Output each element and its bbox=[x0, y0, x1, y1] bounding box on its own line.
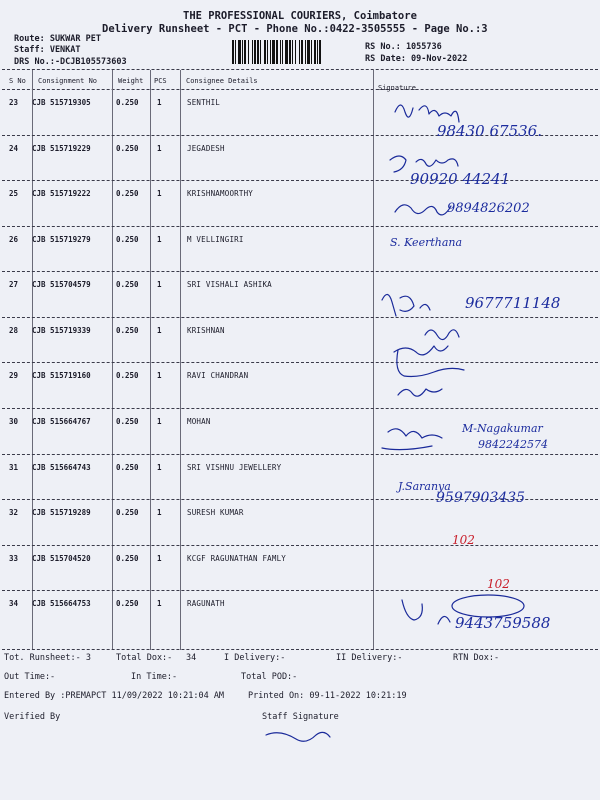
cell-sno: 34 bbox=[9, 599, 19, 608]
cell-weight: 0.250 bbox=[116, 98, 139, 107]
table-row bbox=[0, 500, 600, 545]
table-bottom-rule bbox=[2, 649, 598, 650]
cell-sno: 28 bbox=[9, 326, 19, 335]
cell-consignee: SENTHIL bbox=[187, 98, 221, 107]
cell-sno: 33 bbox=[9, 554, 19, 563]
cell-pcs: 1 bbox=[157, 554, 162, 563]
cell-weight: 0.250 bbox=[116, 508, 139, 517]
handwritten-name-31: J.Saranya bbox=[398, 480, 451, 493]
cell-sno: 30 bbox=[9, 417, 19, 426]
cell-consignee: RAGUNATH bbox=[187, 599, 225, 608]
cell-consignee: SRI VISHNU JEWELLERY bbox=[187, 463, 282, 472]
rs-date: RS Date: 09-Nov-2022 bbox=[365, 54, 468, 64]
cell-consignment: CJB 515664743 bbox=[32, 463, 91, 472]
cell-pcs: 1 bbox=[157, 371, 162, 380]
handwritten-name-30: M-Nagakumar bbox=[462, 422, 543, 435]
cell-consignee: KRISHNAN bbox=[187, 326, 225, 335]
col-header-weight: Weight bbox=[118, 77, 144, 85]
cell-consignment: CJB 515719289 bbox=[32, 508, 91, 517]
total-runsheet: Tot. Runsheet:- 3 bbox=[4, 653, 91, 663]
handwritten-mark-34: 102 bbox=[487, 577, 510, 591]
handwritten-name-26: S. Keerthana bbox=[390, 236, 463, 249]
cell-consignee: RAVI CHANDRAN bbox=[187, 371, 249, 380]
cell-weight: 0.250 bbox=[116, 280, 139, 289]
handwritten-phone-34: 9443759588 bbox=[455, 614, 551, 632]
cell-pcs: 1 bbox=[157, 417, 162, 426]
rtn-dox-label: RTN Dox:- bbox=[453, 653, 500, 663]
cell-consignment: CJB 515719229 bbox=[32, 144, 91, 153]
cell-pcs: 1 bbox=[157, 235, 162, 244]
col-header-consignment: Consignment No bbox=[38, 77, 98, 85]
company-title: THE PROFESSIONAL COURIERS, Coimbatore bbox=[183, 10, 417, 22]
cell-consignee: KCGF RAGUNATHAN FAMLY bbox=[187, 554, 287, 563]
cell-consignment: CJB 515719160 bbox=[32, 371, 91, 380]
runsheet-title: Delivery Runsheet - PCT - Phone No.:0422-3505555 - Page No.:3 bbox=[102, 23, 488, 35]
cell-weight: 0.250 bbox=[116, 554, 139, 563]
cell-consignee: JEGADESH bbox=[187, 144, 225, 153]
cell-consignee: SURESH KUMAR bbox=[187, 508, 244, 517]
handwritten-phone-27: 9677711148 bbox=[465, 294, 561, 312]
handwritten-mark-32: 102 bbox=[452, 533, 475, 547]
cell-consignment: CJB 515719279 bbox=[32, 235, 91, 244]
in-time-label: In Time:- bbox=[131, 672, 178, 682]
cell-sno: 24 bbox=[9, 144, 19, 153]
col-header-consignee: Consignee Details bbox=[186, 77, 258, 85]
entered-by: Entered By :PREMAPCT 11/09/2022 10:21:04 AM bbox=[4, 691, 225, 701]
barcode-image bbox=[232, 40, 360, 64]
cell-sno: 31 bbox=[9, 463, 19, 472]
total-dox-label: Total Dox:- bbox=[116, 653, 173, 663]
rs-number: RS No.: 1055736 bbox=[365, 42, 442, 52]
cell-sno: 29 bbox=[9, 371, 19, 380]
cell-consignment: CJB 515719339 bbox=[32, 326, 91, 335]
cell-consignee: MOHAN bbox=[187, 417, 211, 426]
col-header-sno: S No bbox=[9, 77, 26, 85]
cell-consignment: CJB 515664753 bbox=[32, 599, 91, 608]
cell-pcs: 1 bbox=[157, 508, 162, 517]
cell-pcs: 1 bbox=[157, 280, 162, 289]
table-row bbox=[0, 546, 600, 591]
handwritten-phone-30: 9842242574 bbox=[478, 438, 548, 451]
table-row bbox=[0, 318, 600, 363]
table-top-rule bbox=[2, 69, 598, 70]
i-delivery-label: I Delivery:- bbox=[224, 653, 286, 663]
total-pod-label: Total POD:- bbox=[241, 672, 298, 682]
cell-consignee: KRISHNAMOORTHY bbox=[187, 189, 254, 198]
cell-pcs: 1 bbox=[157, 599, 162, 608]
cell-weight: 0.250 bbox=[116, 189, 139, 198]
cell-pcs: 1 bbox=[157, 326, 162, 335]
staff-label: Staff: VENKAT bbox=[14, 45, 81, 55]
route-label: Route: SUKWAR PET bbox=[14, 34, 101, 44]
cell-pcs: 1 bbox=[157, 98, 162, 107]
staff-signature-label: Staff Signature bbox=[262, 712, 339, 722]
out-time-label: Out Time:- bbox=[4, 672, 56, 682]
cell-weight: 0.250 bbox=[116, 326, 139, 335]
cell-sno: 26 bbox=[9, 235, 19, 244]
table-row bbox=[0, 363, 600, 408]
handwritten-phone-31: 9597903435 bbox=[436, 490, 526, 506]
handwritten-phone-23: 98430 67536. bbox=[437, 122, 542, 140]
cell-pcs: 1 bbox=[157, 189, 162, 198]
cell-weight: 0.250 bbox=[116, 463, 139, 472]
cell-sno: 23 bbox=[9, 98, 19, 107]
cell-sno: 32 bbox=[9, 508, 19, 517]
cell-pcs: 1 bbox=[157, 463, 162, 472]
cell-sno: 27 bbox=[9, 280, 19, 289]
cell-consignment: CJB 515719222 bbox=[32, 189, 91, 198]
verified-by-label: Verified By bbox=[4, 712, 61, 722]
cell-consignment: CJB 515664767 bbox=[32, 417, 91, 426]
cell-weight: 0.250 bbox=[116, 371, 139, 380]
drs-number: DRS No.:-DCJB105573603 bbox=[14, 57, 127, 67]
cell-weight: 0.250 bbox=[116, 599, 139, 608]
cell-weight: 0.250 bbox=[116, 144, 139, 153]
cell-pcs: 1 bbox=[157, 144, 162, 153]
table-row bbox=[0, 227, 600, 272]
handwritten-phone-24: 90920 44241 bbox=[410, 170, 511, 188]
col-header-pcs: PCS bbox=[154, 77, 167, 85]
cell-consignment: CJB 515704520 bbox=[32, 554, 91, 563]
cell-consignee: M VELLINGIRI bbox=[187, 235, 244, 244]
handwritten-phone-25: 9894826202 bbox=[447, 201, 530, 216]
cell-consignee: SRI VISHALI ASHIKA bbox=[187, 280, 272, 289]
staff-signature-mark bbox=[266, 732, 330, 741]
col-header-signature: Signature bbox=[378, 84, 416, 92]
cell-sno: 25 bbox=[9, 189, 19, 198]
cell-consignment: CJB 515704579 bbox=[32, 280, 91, 289]
cell-weight: 0.250 bbox=[116, 235, 139, 244]
total-dox-value: 34 bbox=[186, 653, 197, 663]
cell-consignment: CJB 515719305 bbox=[32, 98, 91, 107]
ii-delivery-label: II Delivery:- bbox=[336, 653, 403, 663]
cell-weight: 0.250 bbox=[116, 417, 139, 426]
printed-on: Printed On: 09-11-2022 10:21:19 bbox=[248, 691, 407, 701]
